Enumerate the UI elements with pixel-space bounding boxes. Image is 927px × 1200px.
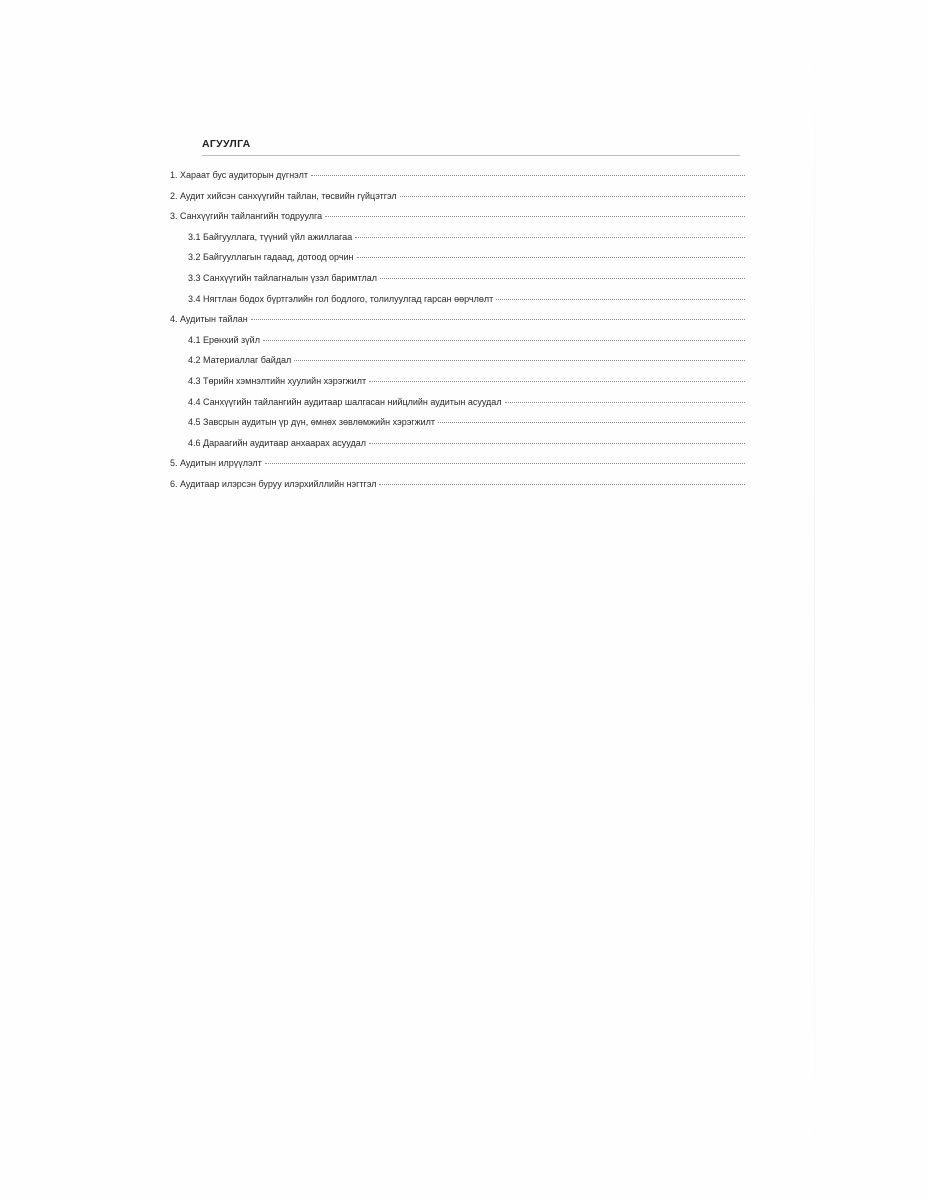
toc-entry[interactable] [170,479,745,500]
dot-leader [369,381,745,382]
toc-subentry[interactable] [170,252,745,273]
toc-subentry[interactable] [170,397,745,418]
dot-leader [251,319,745,320]
scan-edge [814,0,815,1200]
dot-leader [357,257,745,258]
dot-leader [438,422,745,423]
dot-leader [369,443,745,444]
dot-leader [379,484,745,485]
toc-entry-label: 3.4 Нягтлан бодох бүртгэлийн гол бодлого, толилуулгад гарсан өөрчлөлт [188,293,494,304]
table-of-contents [170,138,745,500]
dot-leader [380,278,745,279]
toc-entry-label: 4.6 Дараагийн аудитаар анхаарах асуудал [188,437,366,448]
toc-entry[interactable] [170,211,745,232]
toc-entry-label: 5. Аудитын илрүүлэлт [170,458,262,469]
title-rule [202,155,740,156]
toc-entry[interactable] [170,314,745,335]
toc-entry-label: 2. Аудит хийсэн санхүүгийн тайлан, төсвийн гүйцэтгэл [170,190,397,201]
dot-leader [496,299,745,300]
dot-leader [325,216,745,217]
toc-entry[interactable] [170,191,745,212]
toc-entry-label: 4.1 Ерөнхий зүйл [188,334,260,345]
dot-leader [263,340,745,341]
toc-subentry[interactable] [170,376,745,397]
toc-entry-label: 4.4 Санхүүгийн тайлангийн аудитаар шалгасан нийцлийн аудитын асуудал [188,396,502,407]
toc-subentry[interactable] [170,335,745,356]
toc-subentry[interactable] [170,355,745,376]
toc-list [170,170,745,500]
toc-entry[interactable] [170,458,745,479]
toc-entry-label: 6. Аудитаар илэрсэн буруу илэрхийллийн нэгтгэл [170,478,377,489]
toc-entry[interactable] [170,170,745,191]
toc-entry-label: 4. Аудитын тайлан [170,314,248,325]
toc-subentry[interactable] [170,438,745,459]
toc-subentry[interactable] [170,232,745,253]
dot-leader [400,196,745,197]
toc-subentry[interactable] [170,417,745,438]
dot-leader [355,237,745,238]
toc-entry-label: 4.5 Завсрын аудитын үр дүн, өмнөх зөвлөмжийн хэрэгжилт [188,417,436,428]
toc-title: АГУУЛГА [202,138,251,150]
dot-leader [505,402,745,403]
toc-entry-label: 1. Хараат бус аудиторын дүгнэлт [170,170,308,180]
dot-leader [294,360,745,361]
toc-subentry[interactable] [170,294,745,315]
dot-leader [311,175,745,176]
toc-entry-label: 3.1 Байгууллага, түүний үйл ажиллагаа [188,231,353,242]
toc-entry-label: 3. Санхүүгийн тайлангийн тодруулга [170,211,323,222]
toc-entry-label: 4.2 Материаллаг байдал [188,355,292,366]
toc-entry-label: 3.3 Санхүүгийн тайлагналын үзэл баримтлал [188,272,378,283]
toc-subentry[interactable] [170,273,745,294]
toc-entry-label: 4.3 Төрийн хэмнэлтийн хуулийн хэрэгжилт [188,375,367,386]
toc-entry-label: 3.2 Байгууллагын гадаад, дотоод орчин [188,252,354,263]
dot-leader [265,463,745,464]
